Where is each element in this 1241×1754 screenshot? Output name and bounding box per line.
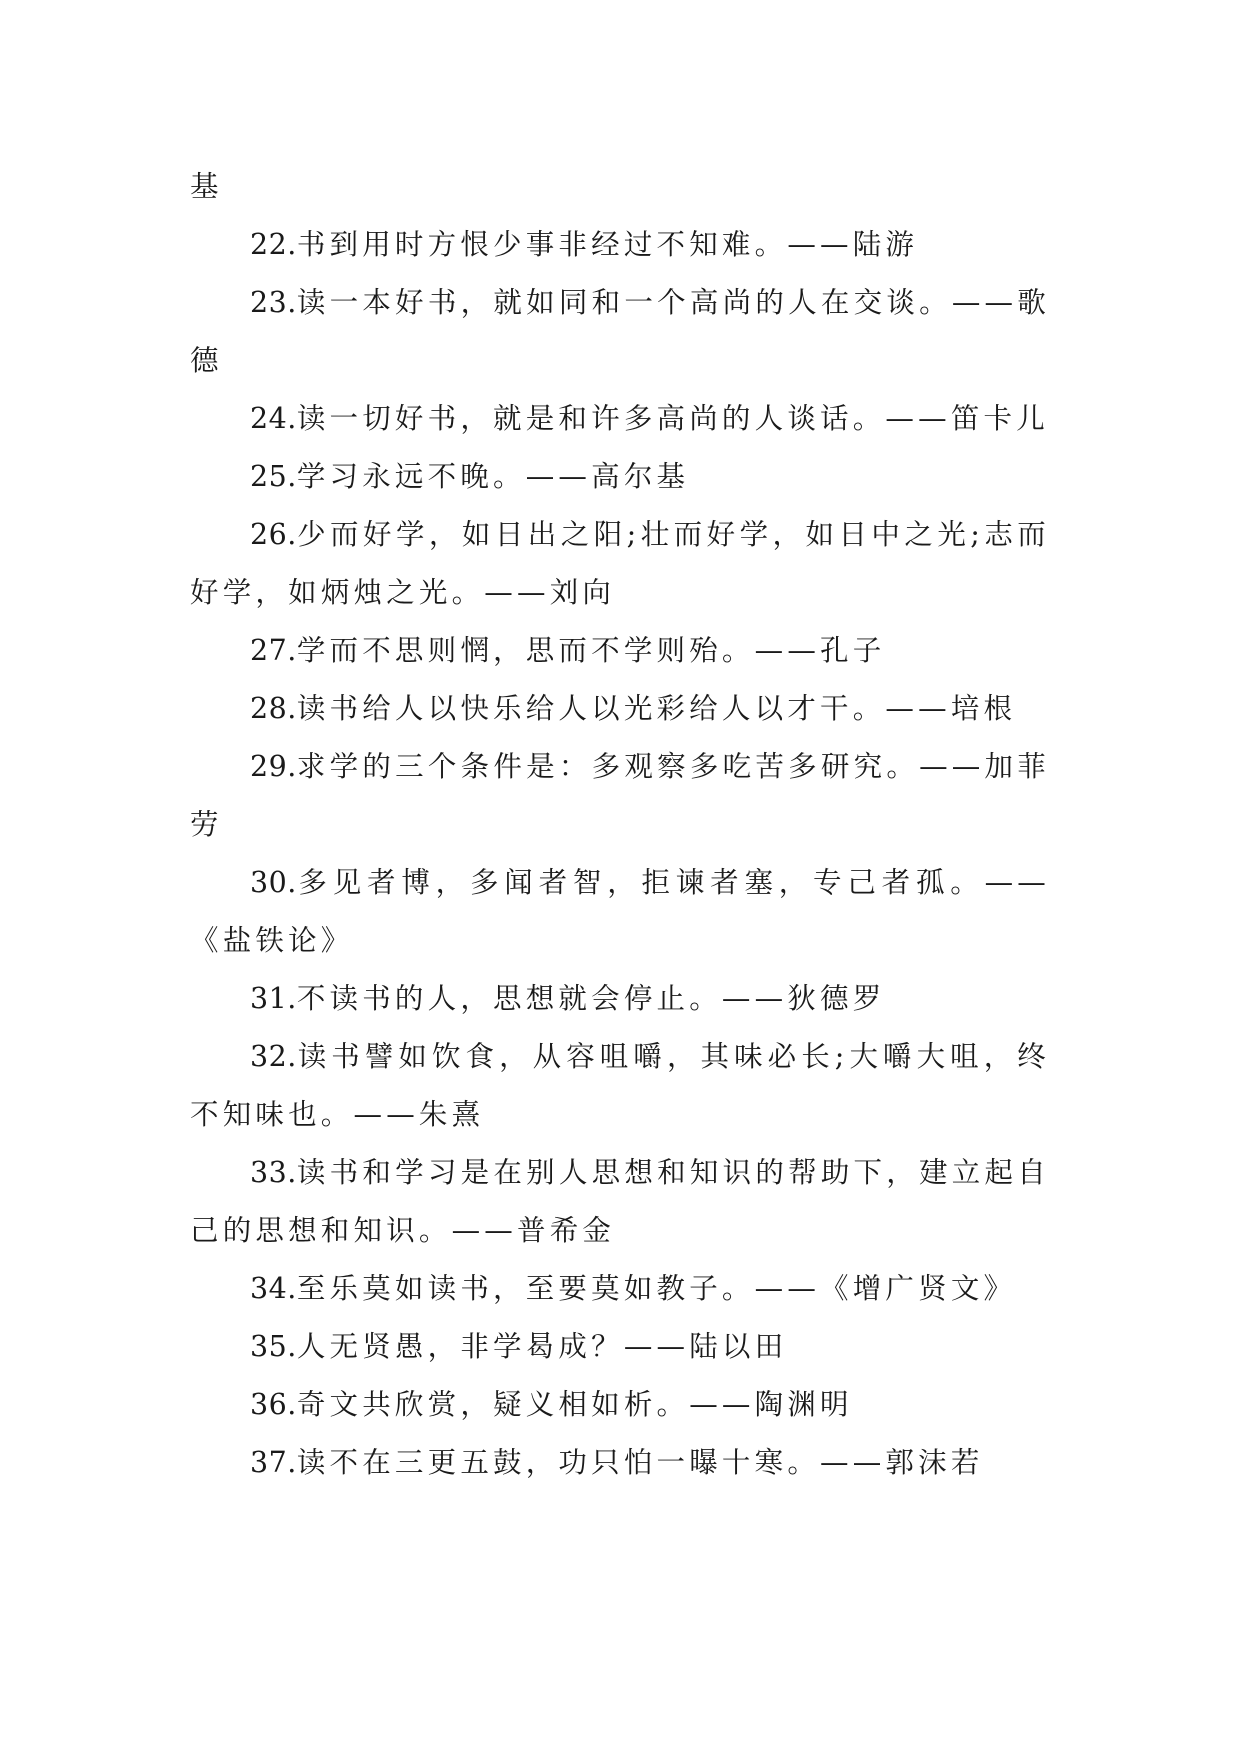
quote-number: 26. xyxy=(250,518,297,551)
quote-number: 33. xyxy=(250,1156,297,1189)
quote-text: 人无贤愚，非学曷成？——陆以田 xyxy=(296,1330,788,1363)
quote-text: 少而好学，如日出之阳;壮而好学，如日中之光;志而好学，如炳烛之光。——刘向 xyxy=(190,518,1050,609)
quote-item xyxy=(190,1434,1050,1492)
quote-item xyxy=(190,970,1050,1028)
quote-number: 32. xyxy=(250,1040,297,1073)
quote-text: 不读书的人，思想就会停止。——狄德罗 xyxy=(296,982,886,1015)
quote-text: 读不在三更五鼓，功只怕一曝十寒。——郭沫若 xyxy=(296,1446,984,1479)
document-body xyxy=(190,158,1050,1492)
quote-text: 读书和学习是在别人思想和知识的帮助下，建立起自己的思想和知识。——普希金 xyxy=(190,1156,1050,1247)
quote-item xyxy=(190,738,1050,854)
quote-text: 读书给人以快乐给人以光彩给人以才干。——培根 xyxy=(296,692,1017,725)
quote-text: 学习永远不晚。——高尔基 xyxy=(296,460,690,493)
quote-item xyxy=(190,1376,1050,1434)
quote-item xyxy=(190,506,1050,622)
quote-item xyxy=(190,216,1050,274)
quote-number: 27. xyxy=(250,634,297,667)
quote-text: 求学的三个条件是：多观察多吃苦多研究。——加菲劳 xyxy=(190,750,1050,841)
quote-item xyxy=(190,622,1050,680)
quote-text: 书到用时方恨少事非经过不知难。——陆游 xyxy=(296,228,919,261)
quote-number: 24. xyxy=(250,402,297,435)
quote-text: 读书譬如饮食，从容咀嚼，其味必长;大嚼大咀，终不知味也。——朱熹 xyxy=(190,1040,1050,1131)
quote-text: 读一切好书，就是和许多高尚的人谈话。——笛卡儿 xyxy=(296,402,1049,435)
quote-item xyxy=(190,448,1050,506)
quote-text: 学而不思则惘，思而不学则殆。——孔子 xyxy=(296,634,886,667)
quote-number: 23. xyxy=(250,286,297,319)
quote-text: 多见者博，多闻者智，拒谏者塞，专己者孤。——《盐铁论》 xyxy=(190,866,1050,957)
quote-item xyxy=(190,680,1050,738)
quote-text: 至乐莫如读书，至要莫如教子。——《增广贤文》 xyxy=(296,1272,1017,1305)
quote-number: 37. xyxy=(250,1446,297,1479)
quote-number: 36. xyxy=(250,1388,297,1421)
quote-number: 35. xyxy=(250,1330,297,1363)
quote-item xyxy=(190,1028,1050,1144)
quote-text: 基 xyxy=(190,170,223,203)
quote-number: 34. xyxy=(250,1272,297,1305)
quote-continuation xyxy=(190,158,1050,216)
quote-item xyxy=(190,1318,1050,1376)
quote-item xyxy=(190,1144,1050,1260)
quote-text: 奇文共欣赏，疑义相如析。——陶渊明 xyxy=(296,1388,853,1421)
quote-number: 29. xyxy=(250,750,297,783)
quote-number: 22. xyxy=(250,228,297,261)
quote-text: 读一本好书，就如同和一个高尚的人在交谈。——歌德 xyxy=(190,286,1050,377)
quote-number: 31. xyxy=(250,982,297,1015)
quote-number: 30. xyxy=(250,866,297,899)
quote-number: 25. xyxy=(250,460,297,493)
quote-item xyxy=(190,854,1050,970)
quote-item xyxy=(190,274,1050,390)
quote-item xyxy=(190,390,1050,448)
quote-number: 28. xyxy=(250,692,297,725)
quote-item xyxy=(190,1260,1050,1318)
